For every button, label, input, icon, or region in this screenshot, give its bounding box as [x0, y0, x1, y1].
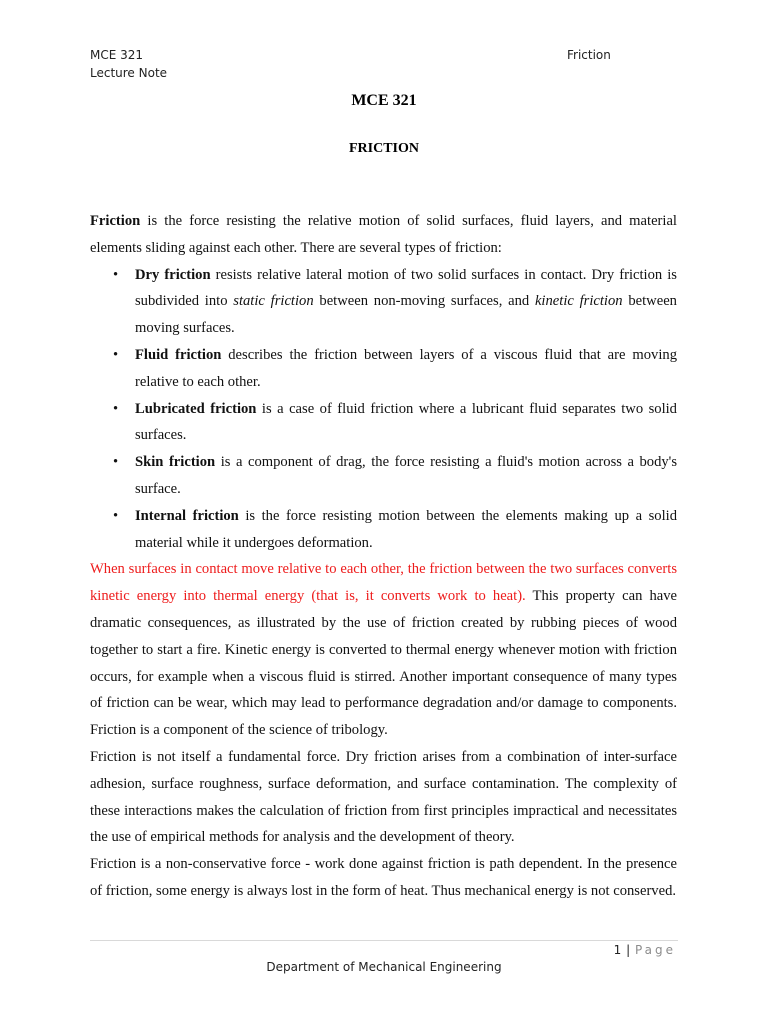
bullet-icon: •: [113, 454, 119, 471]
header-doc-type: Lecture Note: [90, 66, 168, 80]
list-item-term: Fluid friction: [135, 346, 222, 363]
energy-text: This property can have dramatic consequences, as illustrated by the use of friction created by rubbing pieces of wood together to start a fire. Kinetic energy is converted to thermal energy whenever motion with friction occurs, for example when a viscous fluid is stirred. Another important consequence of many types of friction can be wear, which may lead to performance degradation and/or damage to components. Friction is a component of the science of tribology.: [90, 588, 678, 739]
page-label: Page: [634, 943, 676, 957]
list-item-text: is a component of drag, the force resisting a fluid's motion across a body's surface.: [135, 454, 677, 497]
page-number-value: 1: [613, 943, 622, 957]
page-separator: |: [626, 943, 631, 957]
bullet-icon: •: [113, 507, 119, 524]
energy-paragraph: [90, 556, 677, 744]
document-body: [90, 208, 677, 905]
list-item-text: between non-moving surfaces, and: [313, 293, 535, 310]
list-item-text: describes the friction between layers of a viscous fluid that are moving relative to each other.: [135, 346, 677, 390]
bullet-icon: •: [113, 400, 119, 417]
list-item: [90, 262, 677, 342]
list-item-emphasis: static friction: [233, 293, 314, 310]
page-number: [614, 943, 676, 957]
list-item-emphasis: kinetic friction: [534, 293, 623, 310]
list-item-term: Dry friction: [135, 266, 211, 283]
list-item: [90, 342, 677, 396]
bullet-icon: •: [113, 266, 119, 283]
friction-types-list: [90, 262, 677, 557]
page-footer-department: Department of Mechanical Engineering: [266, 960, 502, 974]
list-item-text: is a case of fluid friction where a lubricant fluid separates two solid surfaces.: [135, 400, 677, 444]
intro-term: Friction: [90, 213, 141, 229]
list-item-term: Lubricated friction: [135, 400, 257, 417]
list-item: [90, 396, 677, 450]
list-item-term: Internal friction: [135, 507, 239, 524]
footer-divider: [90, 940, 678, 941]
non-conservative-paragraph: Friction is a non-conservative force - work done against friction is path dependent. In the presence of friction, some energy is always lost in the form of heat. Thus mechanical energy is not conserved.: [90, 856, 677, 899]
list-item: [90, 449, 677, 503]
document-subtitle: FRICTION: [348, 141, 419, 156]
list-item-text: is the force resisting motion between the elements making up a solid material while it undergoes deformation.: [135, 507, 677, 551]
page-header-left: [90, 46, 167, 82]
fundamental-force-paragraph: Friction is not itself a fundamental force. Dry friction arises from a combination of inter-surface adhesion, surface roughness, surface deformation, and surface contamination. The complexity of these interactions makes the calculation of friction from first principles impractical and necessitates the use of empirical methods for analysis and the development of theory.: [90, 748, 677, 846]
list-item: [90, 503, 677, 557]
intro-text: is the force resisting the relative motion of solid surfaces, fluid layers, and material elements sliding against each other. There are several types of friction:: [90, 213, 677, 256]
highlighted-text: When surfaces in contact move relative to each other, the friction between the two surfaces converts kinetic energy into thermal energy (that is, it converts work to heat).: [90, 561, 677, 605]
header-course: MCE 321: [90, 48, 144, 62]
list-item-text: between moving surfaces.: [135, 293, 677, 337]
bullet-icon: •: [113, 346, 119, 363]
list-item-text: resists relative lateral motion of two solid surfaces in contact. Dry friction is subdivided into: [135, 266, 677, 310]
header-topic: Friction: [567, 48, 611, 62]
document-title: MCE 321: [351, 92, 417, 109]
list-item-term: Skin friction: [135, 454, 216, 471]
intro-paragraph: [90, 208, 677, 262]
